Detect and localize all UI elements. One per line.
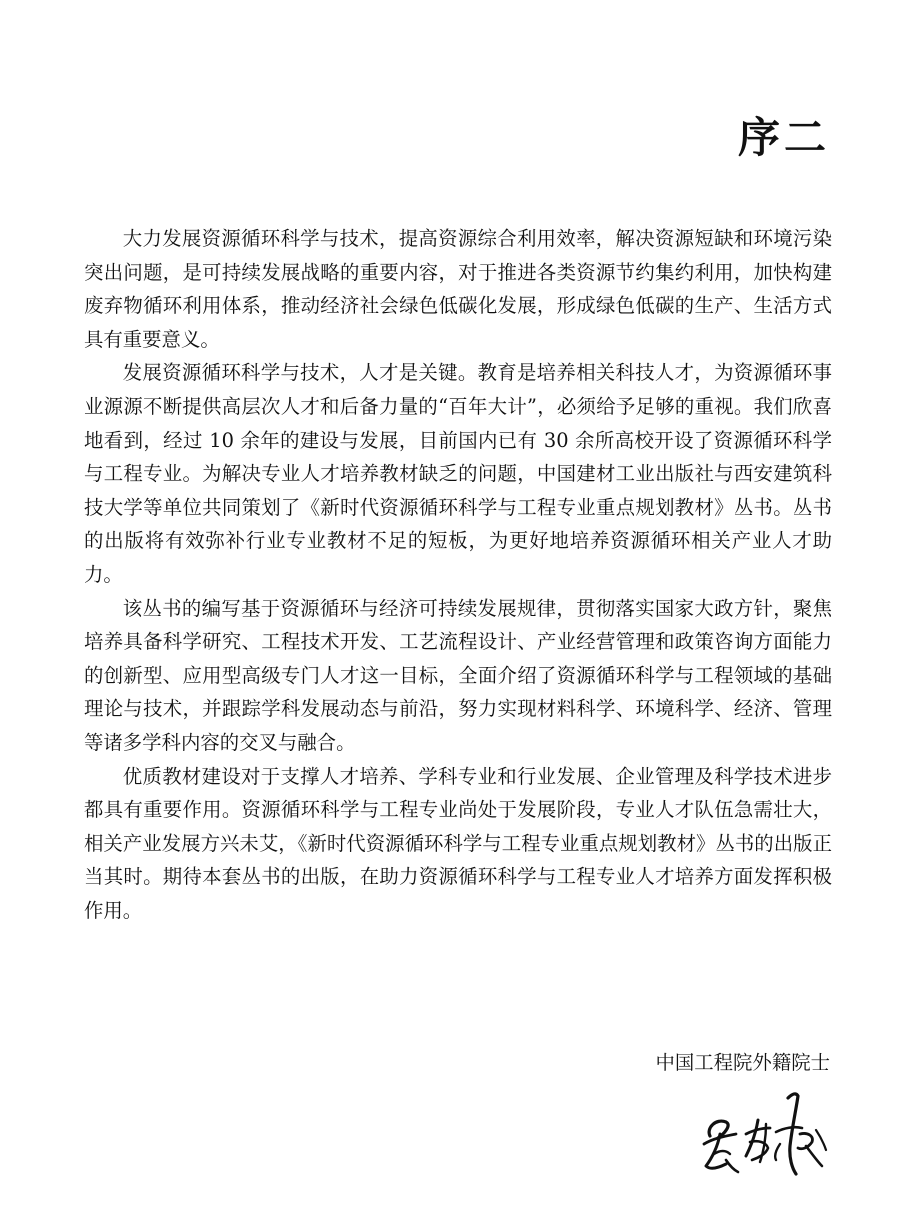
paragraph-4: 优质教材建设对于支撑人才培养、学科专业和行业发展、企业管理及科学技术进步都具有重要作用。资源循环科学与工程专业尚处于发展阶段，专业人才队伍急需壮大，相关产业发展方兴未艾，《新时代资源循环科学与工程专业重点规划教材》丛书的出版正当其时。期待本套丛书的出版，在助力资源循环科学与工程专业人才培养方面发挥积极作用。 xyxy=(84,764,832,922)
preface-body xyxy=(84,222,832,927)
author-title: 中国工程院外籍院士 xyxy=(655,1051,830,1074)
paragraph-1: 大力发展资源循环科学与技术，提高资源综合利用效率，解决资源短缺和环境污染突出问题，是可持续发展战略的重要内容，对于推进各类资源节约集约利用，加快构建废弃物循环利用体系，推动经济社会绿色低碳化发展，形成绿色低碳的生产、生活方式具有重要意义。 xyxy=(84,227,832,351)
page-title: 序二 xyxy=(737,113,830,162)
paragraph-2: 发展资源循环科学与技术，人才是关键。教育是培养相关科技人才，为资源循环事业源源不断提供高层次人才和后备力量的“百年大计”，必须给予足够的重视。我们欣喜地看到，经过 10 余年的建设与发展，目前国内已有 30 余所高校开设了资源循环科学与工程专业。为解决专业人才培养教材缺乏的问题，中国建材工业出版社与西安建筑科技大学等单位共同策划了《新时代资源循环科学与工程专业重点规划教材》丛书。丛书的出版将有效弥补行业专业教材不足的短板，为更好地培养资源循环相关产业人才助力。 xyxy=(84,361,832,586)
paragraph-3: 该丛书的编写基于资源循环与经济可持续发展规律，贯彻落实国家大政方针，聚焦培养具备科学研究、工程技术开发、工艺流程设计、产业经营管理和政策咨询方面能力的创新型、应用型高级专门人才这一目标，全面介绍了资源循环科学与工程领域的基础理论与技术，并跟踪学科发展动态与前沿，努力实现材料科学、环境科学、经济、管理等诸多学科内容的交叉与融合。 xyxy=(84,596,832,754)
handwritten-signature xyxy=(696,1084,836,1182)
